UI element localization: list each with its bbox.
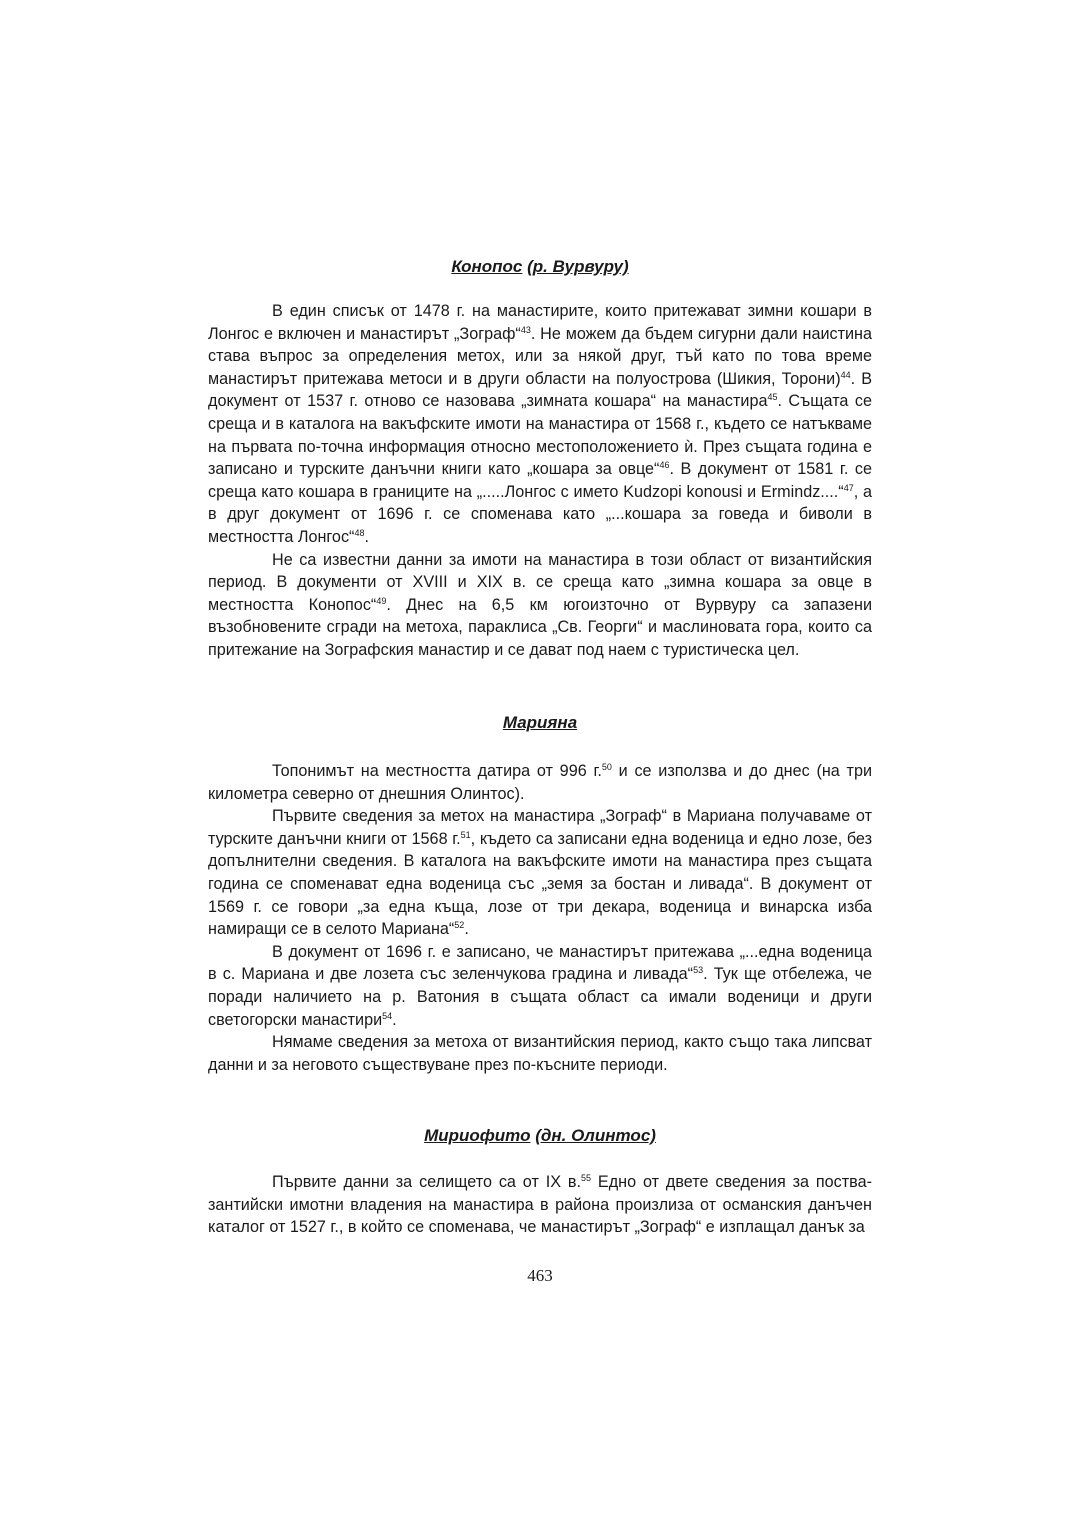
footnote-ref: 48 <box>354 527 365 538</box>
footnote-ref: 53 <box>693 965 704 976</box>
footnote-ref: 46 <box>659 460 670 471</box>
section-miriofito <box>208 1125 872 1239</box>
section-title: Мириофито <box>424 1126 531 1145</box>
section-subtitle: (р. Вурвуру) <box>527 257 629 276</box>
section-heading <box>208 256 872 278</box>
footnote-ref: 47 <box>843 482 854 493</box>
section-heading <box>208 712 872 734</box>
footnote-ref: 49 <box>376 595 387 606</box>
section-mariyana <box>208 712 872 1076</box>
footnote-ref: 44 <box>840 369 851 380</box>
paragraph: Първите сведения за метох на манастира „Зограф“ в Мариана получаваме от турските данъчни книги от 1568 г.$^{51}$, където са записани една воденица и едно лозе, без допълнителни сведения. В каталога на вакъфските имоти на манастира през същата година се споменават една воденица със „земя за бостан и ливада“. В документ от 1569 г. се говори „за една къща, лозе от три декара, воденица и винарска изба намиращи се в селото Мариана“$^{52}$. <box>208 807 872 939</box>
paragraph: В един списък от 1478 г. на манастирите, които притежават зимни кошари в Лонгос е включен и манастирът „Зограф“$^{43}$. Не можем да бъдем сигурни дали наистина става въпрос за определения метох, или за някой друг, тъй като по това време манастирът притежава метоси и в други области на полуострова (Шикия, Торони)$^{44}$. В документ от 1537 г. отново се назовава „зимната кошара“ на манастира$^{45}$. Същата се среща и в каталога на вакъфските имоти на манастира от 1568 г., където се натъкваме на първата по-точна информация относно местоположението ѝ. През същата година е записано и турските данъчни книги като „кошара за овце“$^{46}$. В документ от 1581 г. се среща като кошара в границите на „.....Лонгос с името Kudzopi konousi и Ermindz....“$^{47}$, а в друг документ от 1696 г. се споменава като „...кошара за говеда и биволи в местността Лонгос“$^{48}$. <box>208 302 873 546</box>
section-konopos <box>208 256 872 662</box>
footnote-ref: 54 <box>382 1010 393 1021</box>
paragraph: Не са известни данни за имоти на манастира в този област от византийския период. В документи от XVIII и XIX в. се среща като „зимна кошара за овце в местността Конопос“$^{49}$. Днес на 6,5 км югоизточно от Вурвуру са запазени възобновените сгради на метоха, параклиса „Св. Георги“ и маслиновата гора, които са притежание на Зографския манастир и се дават под наем с туристическа цел. <box>208 550 872 659</box>
paragraph: Първите данни за селището са от IX в.$^{55}$ Едно от двете сведения за поства-зантийски имотни владения на манастира в района произлиза от османския данъчен каталог от 1527 г., в който се споменава, че манастирът „Зограф“ е изплащал данък за <box>208 1173 872 1237</box>
section-subtitle: (дн. Олинтос) <box>535 1126 656 1145</box>
footnote-ref: 45 <box>767 392 778 403</box>
footnote-ref: 55 <box>581 1173 592 1183</box>
paragraph: Топонимът на местността датира от 996 г.$^{50}$ и се използва и до днес (на три километра северно от днешния Олинтос). <box>208 762 872 803</box>
footnote-ref: 50 <box>601 762 612 772</box>
footnote-ref: 43 <box>520 324 531 335</box>
footnote-ref: 52 <box>454 920 465 931</box>
footnote-ref: 51 <box>460 829 471 840</box>
section-title: Конопос <box>451 257 523 276</box>
paragraph: Нямаме сведения за метоха от византийския период, както също така липсват данни и за неговото съществуване през по-късните периоди. <box>208 1033 872 1074</box>
section-title: Марияна <box>502 713 578 732</box>
paragraph: В документ от 1696 г. е записано, че манастирът притежава „...една воденица в с. Мариана и две лозета със зеленчукова градина и ливада“$^{53}$. Тук ще отбележа, че поради наличието на р. Ватония в същата област са имали воденици и други светогорски манастири$^{54}$. <box>208 942 873 1029</box>
section-heading <box>208 1125 872 1147</box>
page-number: 463 <box>527 1266 553 1285</box>
